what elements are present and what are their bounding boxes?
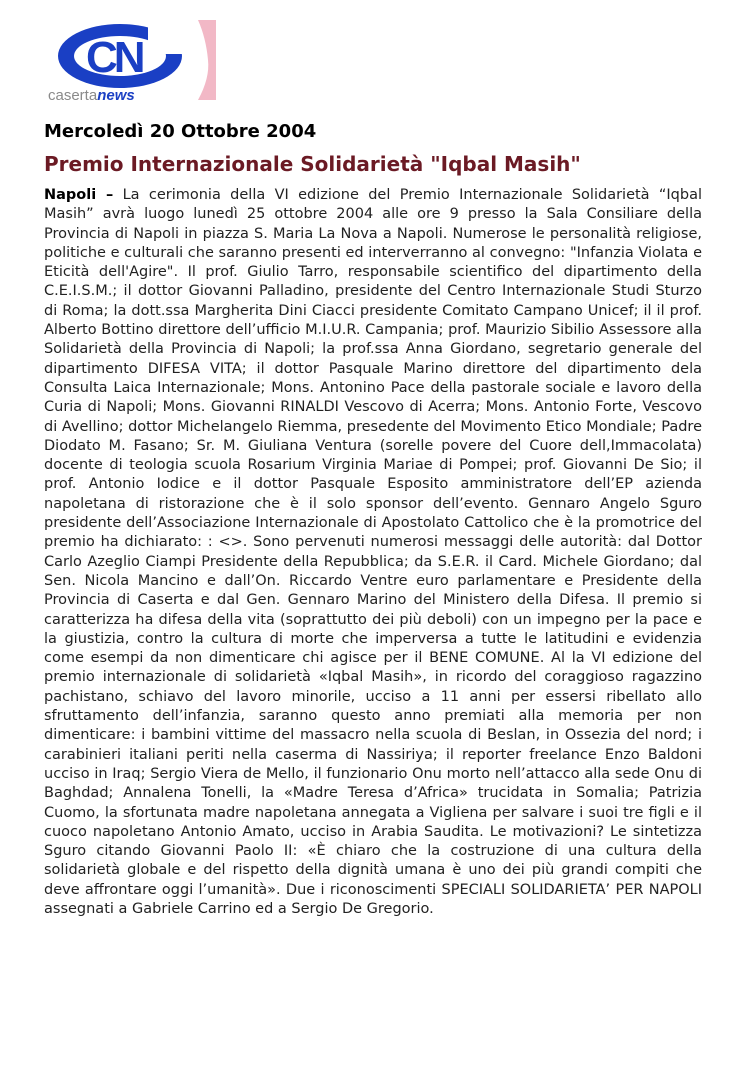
article-text: La cerimonia della VI edizione del Premio Internazionale Solidarietà “Iqbal Masih” avrà luogo lunedì 25 ottobre 2004 alle ore 9 presso la Sala Consiliare della Provincia di Napoli in piazza S. Maria La Nova a Napoli. Numerose le personalità religiose, politiche e culturali che saranno presenti ed interverranno al convegno: "Infanzia Violata e Eticità dell'Agire". Il prof. Giulio Tarro, responsabile scientifico del dipartimento della C.E.I.S.M.; il dottor Giovanni Palladino, presidente del Centro Internazionale Studi Sturzo di Roma; la dott.ssa Margherita Dini Ciacci presidente Comitato Campano Unicef; il il prof. Alberto Bottino direttore dell’ufficio M.I.U.R. Campania; prof. Maurizio Sibilio Assessore alla Solidarietà della Provincia di Napoli; la prof.ssa Anna Giordano, segretario generale del dipartimento DIFESA VITA; il dottor Pasquale Marino direttore del dipartimento dela Consulta Laica Internazionale; Mons. Antonino Pace della pastorale sociale e lavoro della Curia di Napoli; Mons. Giovanni RINALDI Vescovo di Acerra; Mons. Antonio Forte, Vescovo di Avellino; dottor Michelangelo Riemma, presedente del Movimento Etico Mondiale; Padre Diodato M. Fasano; Sr. M. Giuliana Ventura (sorelle povere del Cuore dell,Immacolata) docente di teologia scuola Rosarium Virginia Mariae di Pompei; prof. Giovanni De Sio; il prof. Antonio Iodice e il dottor Pasquale Esposito amministratore dell’EP azienda napoletana di ristorazione che è il solo sponsor dell’evento. Gennaro Angelo Sguro presidente dell’Associazione Internazionale di Apostolato Cattolico che è la promotrice del premio ha dichiarato: : <>. Sono pervenuti numerosi messaggi delle autorità: dal Dottor Carlo Azeglio Ciampi Presidente della Repubblica; da S.E.R. il Card. Michele Giordano; dal Sen. Nicola Mancino e dall’On. Riccardo Ventre euro parlamentare e Presidente della Provincia di Caserta e dal Gen. Gennaro Marino del Ministero della Difesa. Il premio si caratterizza ha difesa della vita (soprattutto dei più deboli) con un impegno per la pace e la giustizia, contro la cultura di morte che imperversa a tutte le latitudini e evidenzia come esempi da non dimenticare chi agisce per il BENE COMUNE. Al la VI edizione del premio internazionale di solidarietà «Iqbal Masih», in ricordo del coraggioso ragazzino pachistano, schiavo del lavoro minorile, ucciso a 11 anni per essersi ribellato allo sfruttamento dell’infanzia, saranno questo anno premiati alla memoria per non dimenticare: i bambini vittime del massacro nella scuola di Beslan, in Ossezia del nord; i carabinieri italiani periti nella caserma di Nassiriya; il reporter freelance Enzo Baldoni ucciso in Iraq; Sergio Viera de Mello, il funzionario Onu morto nell’attacco alla sede Onu di Baghdad; Annalena Tonelli, la «Madre Teresa d’Africa» trucidata in Somalia; Patrizia Cuomo, la sfortunata madre napoletana annegata a Vigliena per salvare i suoi tre figli e il cuoco napoletano Antonio Amato, ucciso in Arabia Saudita. Le motivazioni? Le sintetizza Sguro citando Giovanni Paolo II: «È chiaro che la costruzione di una cultura della solidarietà globale e del rispetto della dignità umana è uno dei più grandi compiti che deve affrontare oggi l’umanità». Due i riconoscimenti SPECIALI SOLIDARIETA’ PER NAPOLI assegnati a Gabriele Carrino ed a Sergio De Gregorio. xyxy=(44,187,703,917)
article-dateline: Napoli – xyxy=(44,187,114,203)
article-title: Premio Internazionale Solidarietà "Iqbal Masih" xyxy=(44,152,581,176)
logo-accent-shape xyxy=(198,20,216,100)
logo-letters: CN xyxy=(86,33,142,82)
casertanews-logo xyxy=(48,16,218,106)
article-date: Mercoledì 20 Ottobre 2004 xyxy=(44,121,317,142)
logo-wordmark: casertanews xyxy=(48,87,135,104)
article-body xyxy=(44,186,702,919)
